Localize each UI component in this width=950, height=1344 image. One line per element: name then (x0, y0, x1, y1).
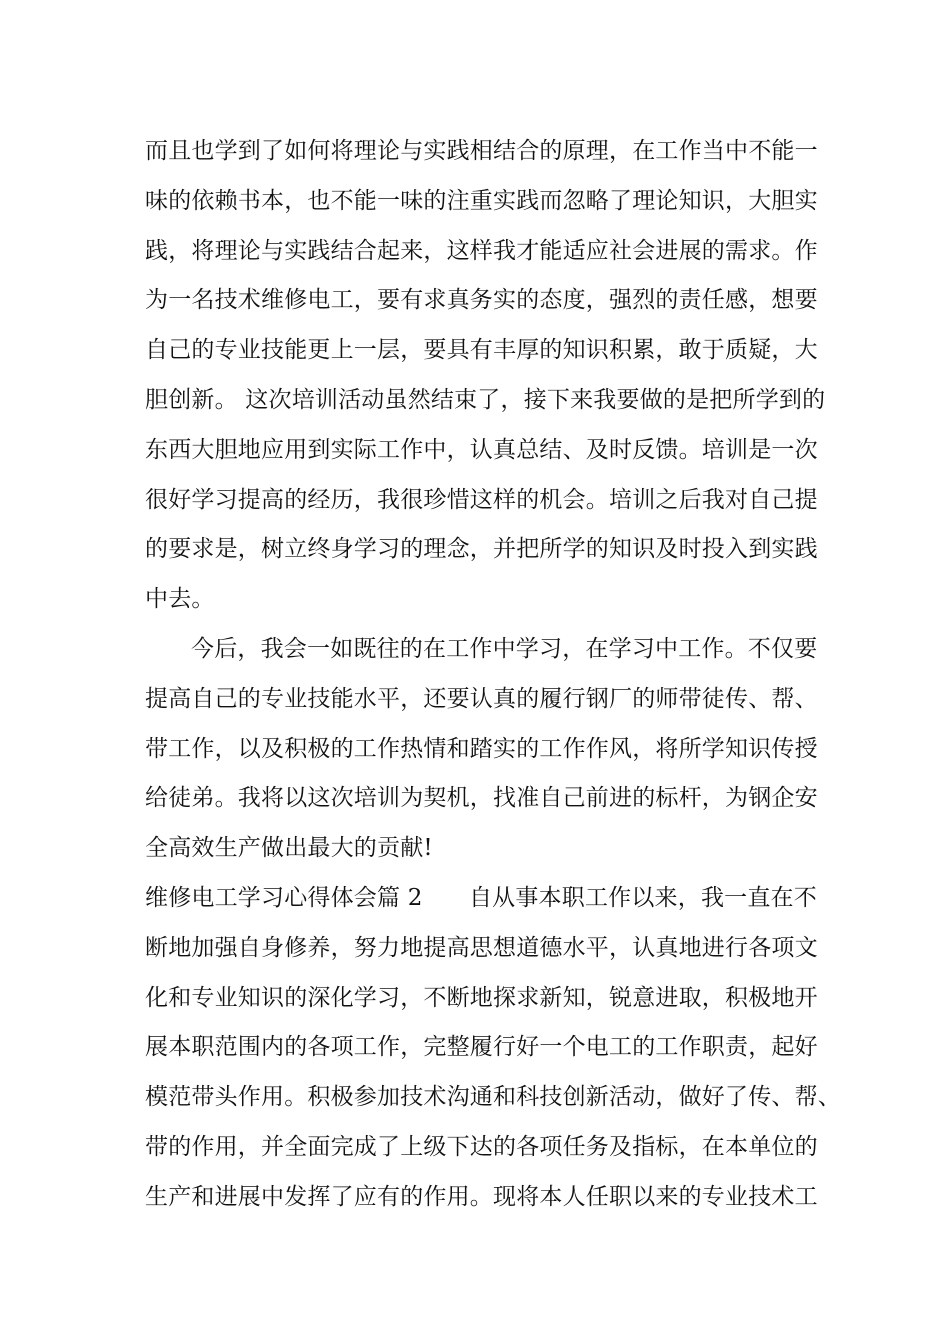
text-line: 很好学习提高的经历，我很珍惜这样的机会。培训之后我对自己提 (145, 486, 818, 513)
text-line: 中去。 (145, 586, 215, 613)
text-line: 提高自己的专业技能水平，还要认真的履行钢厂的师带徒传、帮、 (145, 685, 818, 712)
text-line: 模范带头作用。积极参加技术沟通和科技创新活动，做好了传、帮、 (145, 1084, 841, 1111)
text-line: 的要求是，树立终身学习的理念，并把所学的知识及时投入到实践 (145, 536, 818, 563)
text-line: 给徒弟。我将以这次培训为契机，找准自己前进的标杆，为钢企安 (145, 785, 818, 812)
text-line: 断地加强自身修养，努力地提高思想道德水平，认真地进行各项文 (145, 934, 818, 961)
text-line: 自己的专业技能更上一层，要具有丰厚的知识积累，敢于质疑，大 (145, 337, 818, 364)
paragraph-first-line: 今后，我会一如既往的在工作中学习，在学习中工作。不仅要 (191, 635, 818, 662)
text-line: 全高效生产做出最大的贡献! (145, 835, 433, 862)
text-line: 生产和进展中发挥了应有的作用。现将本人任职以来的专业技术工 (145, 1183, 818, 1210)
text-line: 践，将理论与实践结合起来，这样我才能适应社会进展的需求。作 (145, 237, 818, 264)
section-heading-line: 维修电工学习心得体会篇 2 自从事本职工作以来，我一直在不 (145, 884, 817, 911)
text-line: 味的依赖书本，也不能一味的注重实践而忽略了理论知识，大胆实 (145, 187, 818, 214)
text-line: 东西大胆地应用到实际工作中，认真总结、及时反馈。培训是一次 (145, 436, 818, 463)
text-line: 而且也学到了如何将理论与实践相结合的原理，在工作当中不能一 (145, 138, 818, 164)
text-line: 展本职范围内的各项工作，完整履行好一个电工的工作职责，起好 (145, 1034, 818, 1061)
text-line: 化和专业知识的深化学习，不断地探求新知，锐意进取，积极地开 (145, 984, 818, 1011)
text-line: 胆创新。 这次培训活动虽然结束了，接下来我要做的是把所学到的 (145, 386, 826, 413)
text-line: 带工作，以及积极的工作热情和踏实的工作作风，将所学知识传授 (145, 735, 818, 762)
text-line: 带的作用，并全面完成了上级下达的各项任务及指标，在本单位的 (145, 1133, 818, 1160)
text-line: 为一名技术维修电工，要有求真务实的态度，强烈的责任感，想要 (145, 287, 818, 314)
document-body (145, 127, 841, 1223)
